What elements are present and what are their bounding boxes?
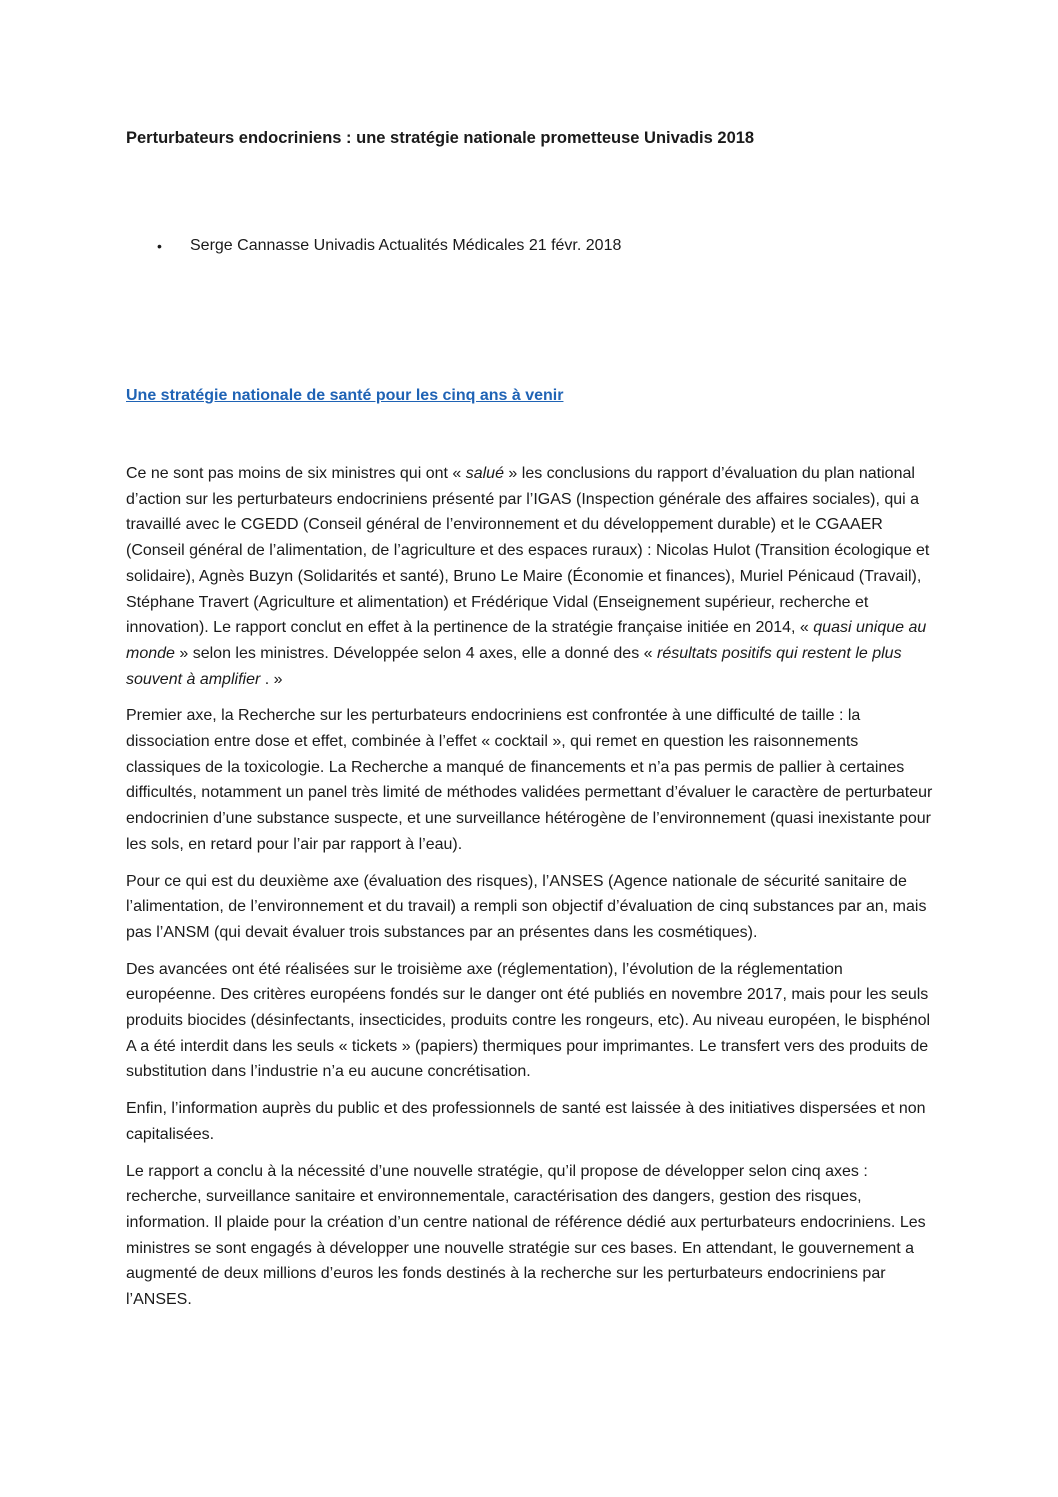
p1-part-4: . »: [260, 670, 283, 688]
article-body: [126, 461, 936, 1313]
paragraph-conclusion: Le rapport a conclu à la nécessité d’une nouvelle stratégie, qu’il propose de développer selon cinq axes : recherche, surveillance sanitaire et environnementale, caractérisation des dangers, gestion des risques, information. Il plaide pour la création d’un centre national de référence dédié aux perturbateurs endocriniens. Les ministres se sont engagés à développer une nouvelle stratégie sur ces bases. En attendant, le gouvernement a augmenté de deux millions d’euros les fonds destinés à la recherche sur les perturbateurs endocriniens par l’ANSES.: [126, 1162, 926, 1309]
byline-text: Serge Cannasse Univadis Actualités Médicales 21 févr. 2018: [190, 237, 622, 254]
p1-emphasis-3: résultats positifs qui restent le plus souvent à amplifier: [126, 644, 902, 688]
byline-list: [126, 234, 936, 258]
paragraph-axis-1: Premier axe, la Recherche sur les perturbateurs endocriniens est confrontée à une difficulté de taille : la dissociation entre dose et effet, combinée à l’effet « cocktail », qui remet en question les raisonnements classiques de la toxicologie. La Recherche a manqué de financements et n’a pas permis de pallier à certaines difficultés, notamment un panel très limité de méthodes validées permettant d’évaluer le caractère de perturbateur endocrinien d’une substance suspecte, et une surveillance hétérogène de l’environnement (quasi inexistante pour les sols, en retard pour l’air par rapport à l’eau).: [126, 707, 933, 853]
p1-part-1: Ce ne sont pas moins de six ministres qui ont «: [126, 465, 466, 482]
document-page: [126, 126, 936, 1309]
paragraph-axis-4: Enfin, l’information auprès du public et des professionnels de santé est laissée à des initiatives dispersées et non capitalisées.: [126, 1100, 926, 1143]
paragraph-axis-3: Des avancées ont été réalisées sur le troisième axe (réglementation), l’évolution de la réglementation européenne. Des critères européens fondés sur le danger ont été publiés en novembre 2017, mais pour les seuls produits biocides (désinfectants, insecticides, produits contre les rongeurs, etc). Au niveau européen, le bisphénol A a été interdit dans les seuls « tickets » (papiers) thermiques pour imprimantes. Le transfert vers des produits de substitution dans l’industrie n’a eu aucune concrétisation.: [126, 960, 931, 1081]
paragraph-intro: [126, 461, 936, 692]
bullet-icon: •: [157, 238, 162, 254]
paragraph-axis-2: Pour ce qui est du deuxième axe (évaluation des risques), l’ANSES (Agence nationale de sécurité sanitaire de l’alimentation, de l’environnement et du travail) a rempli son objectif d’évaluation de cinq substances par an, mais pas l’ANSM (qui devait évaluer trois substances par an présentes dans les cosmétiques).: [126, 872, 927, 941]
p1-emphasis-1: salué: [465, 465, 504, 482]
document-title: Perturbateurs endocriniens : une stratégie nationale prometteuse Univadis 2018: [126, 129, 755, 147]
p1-part-2: » les conclusions du rapport d’évaluation du plan national d’action sur les perturbateurs endocriniens présenté par l’IGAS (Inspection générale des affaires sociales), qui a travaillé avec le CGEDD (Conseil général de l’environnement et du développement durable) et le CGAAER (Conseil général de l’alimentation, de l’agriculture et des espaces ruraux) : Nicolas Hulot (Transition écologique et solidaire), Agnès Buzyn (Solidarités et santé), Bruno Le Maire (Économie et finances), Muriel Pénicaud (Travail), Stéphane Travert (Agriculture et alimentation) et Frédérique Vidal (Enseignement supérieur, recherche et innovation). Le rapport conclut en effet à la pertinence de la stratégie française initiée en 2014, «: [126, 465, 930, 637]
p1-part-3: » selon les ministres. Développée selon 4 axes, elle a donné des «: [174, 644, 657, 662]
byline-item: [126, 234, 936, 258]
p1-emphasis-2: quasi unique au monde: [126, 619, 927, 662]
section-heading-link[interactable]: Une stratégie nationale de santé pour les cinq ans à venir: [126, 387, 564, 404]
